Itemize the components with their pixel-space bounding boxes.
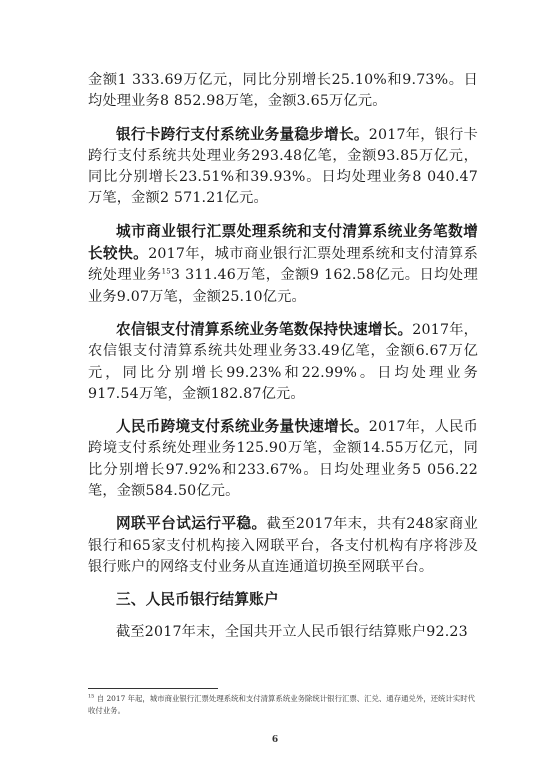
footnote-divider — [88, 688, 218, 689]
paragraph-text: 2017年，人民币跨境支付系统处理业务125.90万笔，金额14.55万亿元，同比分别增长97.92%和233.67%。日均处理业务5 056.22笔，金额584.50亿元。 — [88, 419, 478, 500]
paragraph-rural-credit — [88, 319, 478, 405]
paragraph-city-bank — [88, 221, 478, 308]
body-text — [88, 70, 478, 654]
paragraph-bank-card — [88, 124, 478, 210]
footnote-number: 15 — [88, 693, 95, 700]
section-heading: 三、人民币银行结算账户 — [116, 591, 279, 609]
paragraph-cips — [88, 416, 478, 502]
paragraph-text: 截至2017年末，全国共开立人民币银行结算账户92.23 — [116, 623, 468, 640]
paragraph-netsunion — [88, 513, 478, 578]
paragraph-text: 3 311.46万笔，金额9 162.58亿元。日均处理业务9.07万笔，金额25.10亿元。 — [88, 267, 478, 305]
footnote — [88, 693, 480, 717]
paragraph-lead: 城市商业银行汇票处理系统和支付清算系统业务笔数增长较快。 — [88, 222, 478, 263]
paragraph-lead: 人民币跨境支付系统业务量快速增长。 — [116, 418, 369, 436]
paragraph-text: 金额1 333.69万亿元，同比分别增长25.10%和9.73%。日均处理业务8 852.98万笔，金额3.65万亿元。 — [88, 72, 478, 110]
paragraph-text: 2017年，城市商业银行汇票处理系统和支付清算系统处理业务 — [88, 246, 478, 284]
paragraph-continuation — [88, 70, 478, 113]
paragraph-lead: 银行卡跨行支付系统业务量稳步增长。 — [116, 125, 369, 143]
paragraph-lead: 农信银支付清算系统业务笔数保持快速增长。 — [116, 320, 413, 338]
paragraph-closing — [88, 622, 478, 643]
paragraph-text: 截至2017年末，共有248家商业银行和65家支付机构接入网联平台，各支付机构有序将涉及银行账户的网络支付业务从直连通道切换至网联平台。 — [88, 516, 478, 575]
paragraph-text: 2017年，农信银支付清算系统共处理业务33.49亿笔，金额6.67万亿元，同比分别增长99.23%和22.99%。日均处理业务917.54万笔，金额182.87亿元。 — [88, 321, 478, 402]
page-number: 6 — [271, 735, 279, 745]
paragraph-text: 2017年，银行卡跨行支付系统共处理业务293.48亿笔，金额93.85万亿元，同比分别增长23.51%和39.93%。日均处理业务8 040.47万笔，金额2 571.21亿元。 — [88, 126, 478, 207]
footnote-reference: 15 — [161, 267, 171, 276]
footnote-text: 自 2017 年起，城市商业银行汇票处理系统和支付清算系统业务除统计银行汇票、汇兑、通存通兑外，还统计实时代收付业务。 — [88, 694, 475, 715]
paragraph-lead: 网联平台试运行平稳。 — [116, 515, 267, 533]
